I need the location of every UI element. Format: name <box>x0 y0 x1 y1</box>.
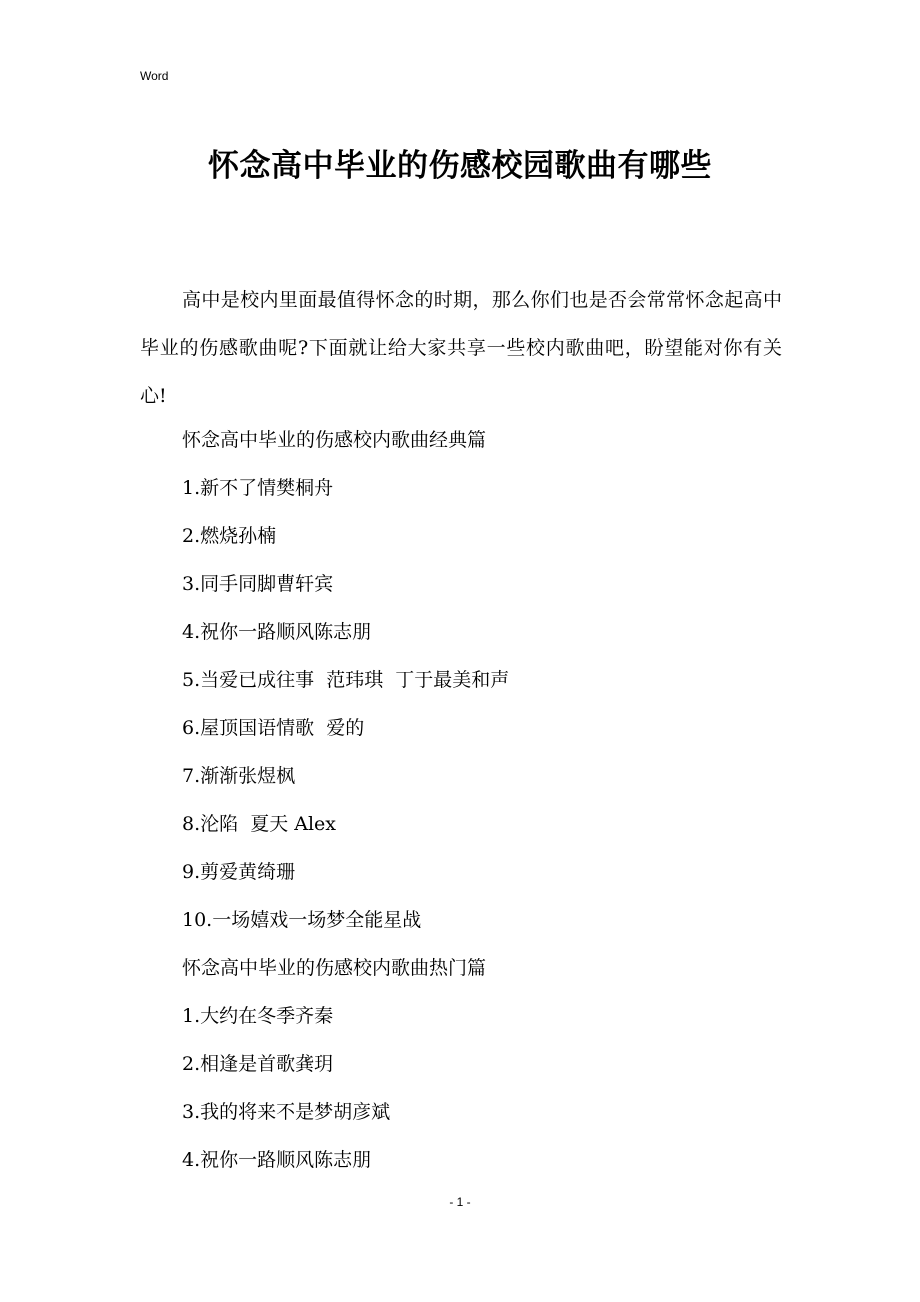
list-item: 1.大约在冬季齐秦 <box>182 1005 334 1027</box>
list-item: 10.一场嬉戏一场梦全能星战 <box>182 909 422 931</box>
list-item: 8.沦陷 夏天 Alex <box>182 813 337 835</box>
section-heading-classic: 怀念高中毕业的伤感校内歌曲经典篇 <box>182 429 487 451</box>
list-item: 3.我的将来不是梦胡彦斌 <box>182 1101 391 1123</box>
list-item: 2.相逢是首歌龚玥 <box>182 1053 334 1075</box>
list-item: 1.新不了情樊桐舟 <box>182 477 334 499</box>
intro-paragraph: 高中是校内里面最值得怀念的时期，那么你们也是否会常常怀念起高中毕业的伤感歌曲呢?下面就让给大家共享一些校内歌曲吧，盼望能对你有关心! <box>140 289 782 407</box>
list-item: 2.燃烧孙楠 <box>182 525 277 547</box>
list-item: 4.祝你一路顺风陈志朋 <box>182 1149 372 1171</box>
list-item: 9.剪爱黄绮珊 <box>182 861 296 883</box>
list-item: 5.当爱已成往事 范玮琪 丁于最美和声 <box>182 669 510 691</box>
list-item: 3.同手同脚曹轩宾 <box>182 573 334 595</box>
content-list <box>182 416 782 1184</box>
list-item: 6.屋顶国语情歌 爱的 <box>182 717 365 739</box>
page-number: - 1 - <box>449 1195 471 1209</box>
header-label: Word <box>140 69 169 83</box>
list-item: 4.祝你一路顺风陈志朋 <box>182 621 372 643</box>
list-item: 7.渐渐张煜枫 <box>182 765 296 787</box>
section-heading-popular: 怀念高中毕业的伤感校内歌曲热门篇 <box>182 957 487 979</box>
document-title: 怀念高中毕业的伤感校园歌曲有哪些 <box>208 148 712 184</box>
